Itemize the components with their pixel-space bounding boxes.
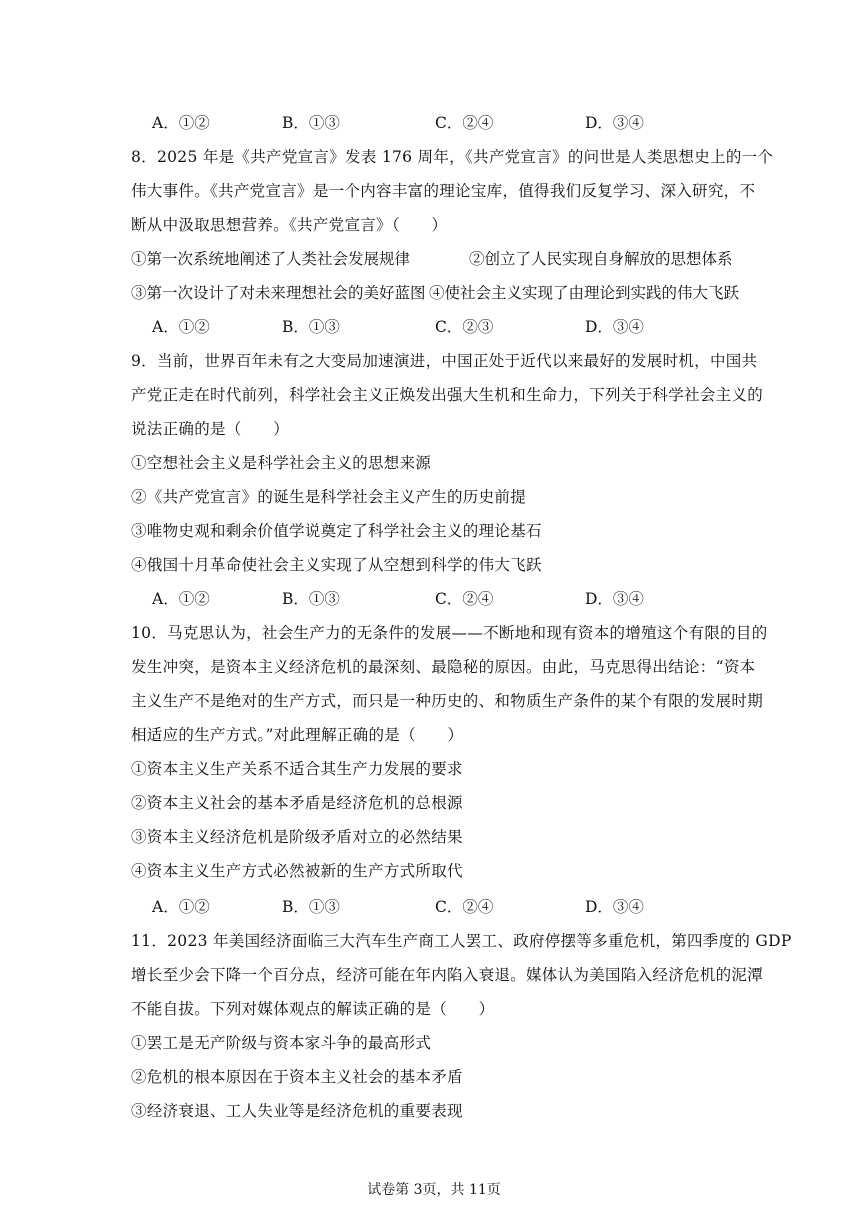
option-d[interactable]: D．③④ [585,318,644,336]
q10-stem-line-4: 相适应的生产方式。”对此理解正确的是（ ） [131,726,464,744]
q9-item-3: ③唯物史观和剩余价值学说奠定了科学社会主义的理论基石 [131,522,542,540]
q11-stem-line-1: 11．2023 年美国经济面临三大汽车生产商工人罢工、政府停摆等多重危机，第四季度的 GDP [131,932,792,950]
option-c[interactable]: C．②④ [435,590,494,608]
q8-item-3: ③第一次设计了对未来理想社会的美好蓝图 [131,284,426,302]
q9-item-2: ②《共产党宣言》的诞生是科学社会主义产生的历史前提 [131,488,527,506]
option-a[interactable]: A．①② [152,898,210,916]
option-a[interactable]: A．①② [152,590,210,608]
option-d[interactable]: D．③④ [585,898,644,916]
q10-item-2: ②资本主义社会的基本矛盾是经济危机的总根源 [131,794,463,812]
q8-stem-line-1: 8．2025 年是《共产党宣言》发表 176 周年，《共产党宣言》的问世是人类思想史上的一个 [131,148,774,166]
option-b[interactable]: B．①③ [282,114,340,132]
q11-item-1: ①罢工是无产阶级与资本家斗争的最高形式 [131,1034,432,1052]
option-a[interactable]: A．①② [152,318,210,336]
q10-item-3: ③资本主义经济危机是阶级矛盾对立的必然结果 [131,828,463,846]
q8-items-row-2 [131,282,741,304]
option-b[interactable]: B．①③ [282,898,340,916]
q9-item-1: ①空想社会主义是科学社会主义的思想来源 [131,454,432,472]
option-c[interactable]: C．②④ [435,898,494,916]
q10-stem-line-2: 发生冲突，是资本主义经济危机的最深刻、最隐秘的原因。由此，马克思得出结论：“资本 [131,658,756,676]
option-d[interactable]: D．③④ [585,590,644,608]
option-a[interactable]: A．①② [152,114,210,132]
q11-stem-line-3: 不能自拔。下列对媒体观点的解读正确的是（ ） [131,1000,495,1018]
option-c[interactable]: C．②③ [435,318,494,336]
option-c[interactable]: C．②④ [435,114,494,132]
option-d[interactable]: D．③④ [585,114,644,132]
q11-item-2: ②危机的根本原因在于资本主义社会的基本矛盾 [131,1068,463,1086]
q8-options [152,316,712,338]
q8-item-4: ④使社会主义实现了由理论到实践的伟大飞跃 [429,284,740,302]
option-b[interactable]: B．①③ [282,590,340,608]
q9-item-4: ④俄国十月革命使社会主义实现了从空想到科学的伟大飞跃 [131,556,542,574]
q9-stem-line-1: 9．当前，世界百年未有之大变局加速演进，中国正处于近代以来最好的发展时机，中国共 [131,352,758,370]
q11-stem-line-2: 增长至少会下降一个百分点，经济可能在年内陷入衰退。媒体认为美国陷入经济危机的泥潭 [131,966,764,984]
q9-options [152,588,712,610]
q8-stem-line-2: 伟大事件。《共产党宣言》是一个内容丰富的理论宝库，值得我们反复学习、深入研究，不 [131,182,756,200]
page-footer: 试卷第 3页，共 11页 [367,1182,501,1198]
q10-stem-line-3: 主义生产不是绝对的生产方式，而只是一种历史的、和物质生产条件的某个有限的发展时期 [131,692,764,710]
q11-item-3: ③经济衰退、工人失业等是经济危机的重要表现 [131,1102,463,1120]
q10-options [152,896,712,918]
q9-stem-line-3: 说法正确的是（ ） [131,420,290,438]
q8-item-1: ①第一次系统地阐述了人类社会发展规律 [131,250,411,268]
q10-item-1: ①资本主义生产关系不适合其生产力发展的要求 [131,760,463,778]
q8-stem-line-3: 断从中汲取思想营养。《共产党宣言》（ ） [131,216,448,234]
q9-stem-line-2: 产党正走在时代前列，科学社会主义正焕发出强大生机和生命力，下列关于科学社会主义的 [131,386,764,404]
q8-item-2: ②创立了人民实现自身解放的思想体系 [469,250,733,268]
q10-item-4: ④资本主义生产方式必然被新的生产方式所取代 [131,862,463,880]
q8-items-row-1 [131,248,741,270]
option-b[interactable]: B．①③ [282,318,340,336]
prev-question-options [152,112,712,134]
q10-stem-line-1: 10．马克思认为，社会生产力的无条件的发展——不断地和现有资本的增殖这个有限的目的 [131,624,768,642]
